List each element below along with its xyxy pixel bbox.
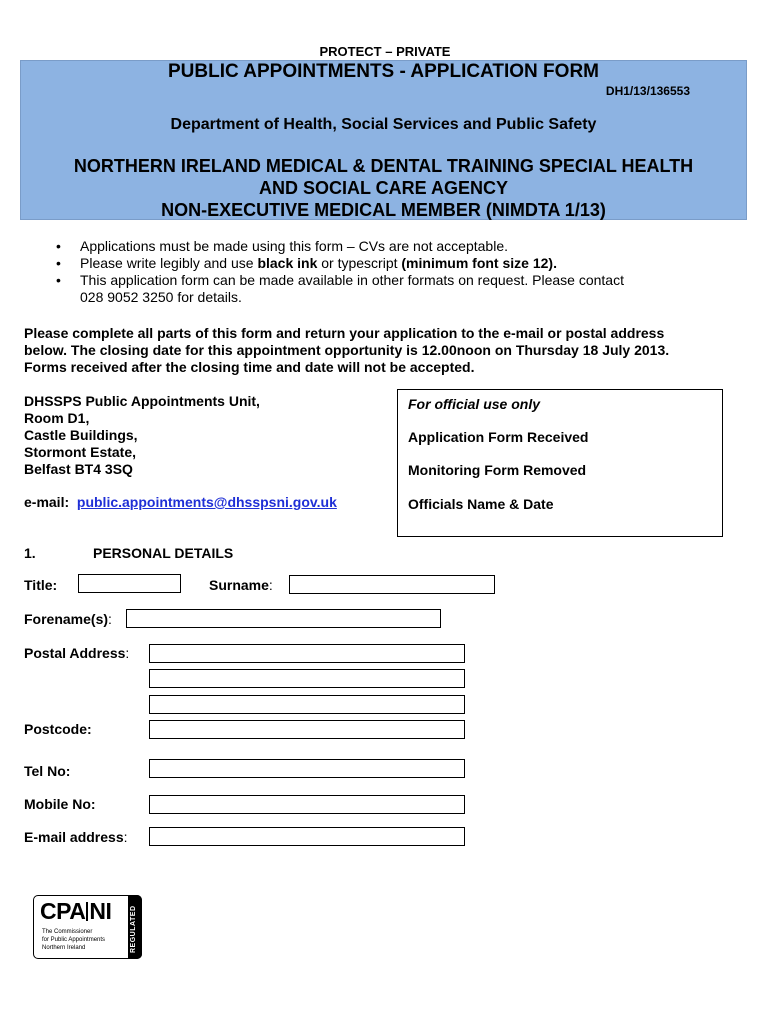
- postal-address-field-2[interactable]: [149, 669, 465, 688]
- email-address-field[interactable]: [149, 827, 465, 846]
- agency-line-1: NORTHERN IRELAND MEDICAL & DENTAL TRAINING SPECIAL HEALTH: [73, 156, 694, 176]
- mobile-label: Mobile No:: [24, 796, 96, 812]
- title-field[interactable]: [78, 574, 181, 593]
- cpani-logo-caption: The Commissioner for Public Appointments Northern Ireland: [42, 929, 106, 951]
- protect-marking: PROTECT – PRIVATE: [319, 44, 451, 59]
- mobile-field[interactable]: [149, 795, 465, 814]
- postal-address-field-1[interactable]: [149, 644, 465, 663]
- surname-label: Surname:: [209, 577, 273, 593]
- official-application-received: Application Form Received: [408, 429, 589, 445]
- cpani-logo-mark: CPA NI: [40, 898, 112, 924]
- tel-label: Tel No:: [24, 763, 71, 779]
- postcode-field[interactable]: [149, 720, 465, 739]
- contact-email-row: [24, 494, 337, 510]
- list-item: • Please write legibly and use black ink or typescript (minimum font size 12).: [56, 255, 716, 272]
- agency-heading: [20, 155, 747, 221]
- tel-field[interactable]: [149, 759, 465, 778]
- agency-line-2: AND SOCIAL CARE AGENCY: [258, 178, 509, 198]
- guidance-list: [56, 238, 716, 306]
- cpani-regulated-text: REGULATED: [130, 905, 137, 953]
- section-number: 1.: [24, 545, 36, 561]
- forename-label: Forename(s):: [24, 611, 112, 627]
- instructions-paragraph: Please complete all parts of this form and return your application to the e-mail or postal address below. The closing date for this appointment opportunity is 12.00noon on Thursday 18 July 2013. Forms received after the closing time and date will not be accepted.: [24, 325, 670, 375]
- reference-number: DH1/13/136553: [605, 84, 690, 98]
- postal-address-field-3[interactable]: [149, 695, 465, 714]
- list-item: • Applications must be made using this form – CVs are not acceptable.: [56, 238, 716, 255]
- official-name-date: Officials Name & Date: [408, 496, 554, 512]
- form-title: PUBLIC APPOINTMENTS - APPLICATION FORM: [167, 61, 599, 82]
- department-name: Department of Health, Social Services and Public Safety: [170, 116, 597, 133]
- section-title: PERSONAL DETAILS: [93, 545, 234, 561]
- official-monitoring-removed: Monitoring Form Removed: [408, 462, 587, 478]
- list-item: • This application form can be made available in other formats on request. Please contact 028 9052 3250 for details.: [56, 272, 716, 306]
- title-label: Title:: [24, 577, 58, 593]
- email-label: e-mail:: [24, 494, 70, 510]
- official-use-heading: For official use only: [408, 396, 540, 412]
- email-address-label: E-mail address:: [24, 829, 128, 845]
- postal-address-label: Postal Address:: [24, 645, 130, 661]
- postal-address-block: DHSSPS Public Appointments Unit, Room D1, Castle Buildings, Stormont Estate, Belfast BT4 3SQ: [24, 393, 260, 477]
- forename-field[interactable]: [126, 609, 441, 628]
- agency-line-3: NON-EXECUTIVE MEDICAL MEMBER (NIMDTA 1/13): [161, 200, 606, 220]
- email-link[interactable]: public.appointments@dhsspsni.gov.uk: [76, 494, 337, 510]
- postcode-label: Postcode:: [24, 721, 92, 737]
- surname-field[interactable]: [289, 575, 495, 594]
